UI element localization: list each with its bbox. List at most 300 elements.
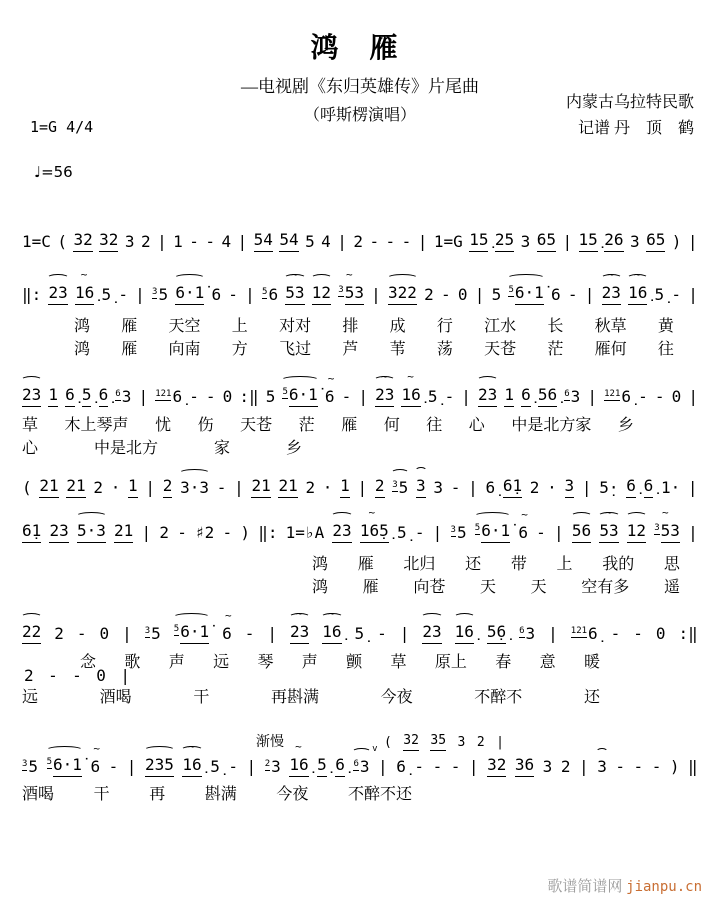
- lyric-syllable: 雁: [362, 579, 379, 596]
- grace-note: 3: [145, 626, 150, 638]
- music-token: -: [671, 285, 682, 304]
- mordent-mark: ~: [607, 268, 613, 281]
- music-token: -: [567, 285, 578, 304]
- lyric-syllable: 雁: [121, 341, 138, 358]
- music-token: 5̣·: [599, 478, 619, 497]
- music-token: 2: [353, 232, 363, 251]
- music-token: 322: [388, 283, 417, 305]
- music-token: |: [237, 232, 248, 251]
- music-token: -: [638, 387, 648, 406]
- music-token: 35: [144, 623, 161, 643]
- lyric-syllable: 歌: [124, 654, 141, 671]
- lyric-syllable: 念: [80, 654, 97, 671]
- mordent-mark: ~: [225, 609, 231, 622]
- lyric-syllable: 暖: [583, 654, 600, 671]
- lyric-syllable: 琴: [257, 654, 274, 671]
- music-token: 6 ~: [222, 609, 232, 643]
- music-token: 3: [629, 232, 640, 251]
- music-token: 6 ~: [518, 508, 528, 542]
- lyric-syllable: 乡: [285, 440, 302, 457]
- music-token: |: [474, 285, 485, 304]
- lyric-syllable: 秋草: [594, 318, 627, 335]
- music-token: -: [450, 478, 461, 497]
- source-credit: 内蒙古乌拉特民歌: [565, 94, 694, 111]
- music-token: 5̣: [101, 285, 112, 304]
- lyric-syllable: 雁: [341, 417, 358, 434]
- mordent-mark: ~: [80, 268, 87, 281]
- music-token: 6: [211, 285, 222, 304]
- music-token: 1: [128, 476, 138, 498]
- music-token: -: [177, 523, 187, 542]
- slur-arc: [174, 274, 205, 282]
- music-token: -: [450, 757, 461, 776]
- lyric-syllable: 北归: [403, 556, 436, 573]
- slur-arc: [571, 512, 592, 520]
- music-token: |: [468, 757, 479, 776]
- music-token: 0: [457, 285, 468, 304]
- lyric-syllable: 茫: [298, 417, 315, 434]
- mordent-mark: ~: [368, 506, 375, 519]
- music-token: |: [688, 285, 698, 304]
- lyric-syllable: 酒喝: [22, 786, 55, 803]
- lyric-syllable: 带: [510, 556, 527, 573]
- lyric-syllable: 向南: [168, 341, 201, 358]
- slur-arc: [331, 512, 352, 520]
- music-token: -: [633, 624, 643, 643]
- slur-arc: [21, 613, 42, 621]
- grace-note: 6: [353, 759, 358, 771]
- music-token: 16̣ ~: [182, 755, 201, 777]
- grace-note: 6: [564, 389, 569, 401]
- mordent-mark: ~: [295, 607, 302, 620]
- verse1-line1-music: [22, 268, 698, 305]
- music-token: 21: [39, 476, 58, 498]
- music-token: 3: [416, 476, 426, 498]
- slur-arc: [454, 613, 475, 621]
- slur-arc: [144, 746, 175, 754]
- music-token: |: [267, 624, 277, 643]
- lyric-syllable: 鸿: [74, 341, 91, 358]
- music-token: 12: [312, 283, 331, 305]
- music-token: 2: [93, 478, 103, 497]
- music-token: 16̣ ~: [75, 283, 94, 305]
- slur-arc: [474, 512, 511, 520]
- lyric-syllable: 再: [149, 786, 166, 803]
- music-token: -: [205, 387, 216, 406]
- music-token: |: [141, 523, 152, 542]
- music-token: -: [369, 232, 380, 251]
- music-token: 0: [222, 387, 233, 406]
- music-token: 23: [478, 385, 497, 407]
- music-token: 6̣: [99, 385, 109, 407]
- music-token: |: [688, 523, 698, 542]
- music-token: 21: [278, 476, 297, 498]
- music-token: -: [610, 624, 621, 643]
- music-token: 15̣: [579, 230, 598, 252]
- music-token: 36: [515, 755, 534, 777]
- lyric-syllable: 天: [479, 579, 496, 596]
- lyric-syllable: 心: [468, 417, 485, 434]
- music-token: 1=♭A: [285, 523, 325, 542]
- mordent-mark: ~: [407, 370, 413, 383]
- music-token: 3: [433, 478, 444, 497]
- lyric-syllable: 颤: [346, 654, 363, 671]
- music-token: 21: [251, 476, 270, 498]
- music-token: |: [548, 624, 558, 643]
- music-token: 22: [22, 622, 41, 644]
- music-token: 56̣: [538, 385, 557, 407]
- music-token: 1216̣: [570, 623, 598, 643]
- music-token: 1·: [660, 478, 681, 497]
- music-token: -: [222, 523, 233, 542]
- lyric-syllable: 酒喝: [99, 689, 132, 706]
- music-token: 0: [96, 666, 106, 685]
- song-subtitle: —电视剧《东归英雄传》片尾曲: [241, 77, 479, 96]
- lyric-syllable: 天苍: [240, 417, 273, 434]
- music-token: |: [587, 387, 598, 406]
- music-token: 35: [392, 478, 408, 498]
- lyric-syllable: 天: [530, 579, 547, 596]
- lyric-syllable: 往: [657, 341, 674, 358]
- music-token: 23 ~: [602, 283, 621, 305]
- lyric-syllable: 成: [389, 318, 406, 335]
- lyric-syllable: 木上琴声: [64, 417, 129, 434]
- music-token: 2: [305, 478, 316, 497]
- lyric-syllable: 天苍: [484, 341, 517, 358]
- grace-note: 121: [604, 389, 620, 401]
- music-token: 35: [450, 522, 467, 542]
- lyric-syllable: 伤: [197, 417, 214, 434]
- music-token: 353 ~: [654, 521, 680, 543]
- music-token: 4: [221, 232, 232, 251]
- slur-arc: [76, 512, 107, 520]
- music-token: 32: [99, 230, 118, 252]
- music-token: 2: [24, 666, 34, 685]
- music-token: -: [189, 387, 199, 406]
- credits-block: [566, 90, 694, 142]
- music-token: 5: [265, 387, 276, 406]
- music-token: 5: [305, 232, 315, 251]
- music-token: -: [228, 285, 238, 304]
- music-token: |: [122, 624, 132, 643]
- music-token: -: [633, 757, 644, 776]
- lyric-syllable: 声: [301, 654, 318, 671]
- watermark-site-url: jianpu.cn: [626, 879, 702, 895]
- lyric-syllable: 上: [231, 318, 248, 335]
- lyric-syllable: 原上: [434, 654, 467, 671]
- music-token: 4: [321, 232, 331, 251]
- music-token: 1: [48, 385, 58, 407]
- music-token: 3: [124, 232, 135, 251]
- music-token: -: [444, 387, 455, 406]
- lyric-syllable: 还: [465, 556, 482, 573]
- mordent-mark: ~: [291, 268, 297, 281]
- music-token: (: [384, 735, 392, 750]
- music-token: :‖: [239, 387, 259, 406]
- slur-arc: [352, 748, 370, 756]
- verse2-line2-lyric-a: [80, 649, 600, 672]
- music-token: (: [22, 478, 32, 497]
- music-token: 1: [173, 232, 183, 251]
- music-token: 16̣ ~: [322, 622, 341, 644]
- lyric-syllable: 还: [583, 689, 600, 706]
- music-token: 56·1̇: [282, 385, 317, 407]
- music-token: 16̣ ~: [628, 283, 647, 305]
- music-token: ): [669, 757, 680, 776]
- verse2-line1-lyric-b: [312, 574, 680, 597]
- music-token: 6 ~: [90, 742, 101, 776]
- music-token: |: [358, 387, 369, 406]
- lyric-syllable: 声: [168, 654, 185, 671]
- mordent-mark: ~: [521, 508, 527, 521]
- music-token: 21: [66, 476, 85, 498]
- mordent-mark: ~: [380, 370, 387, 383]
- music-token: 16̣ ~: [289, 755, 308, 777]
- music-token: -: [441, 285, 451, 304]
- music-token: ‖:: [258, 523, 278, 542]
- music-token: 5̣: [654, 285, 665, 304]
- lyric-syllable: 远: [22, 689, 39, 706]
- music-token: 2: [424, 285, 434, 304]
- music-token: 1=C: [22, 232, 51, 251]
- slur-arc: [421, 613, 442, 621]
- music-token: -: [244, 624, 255, 643]
- music-token: ‖:: [22, 285, 42, 304]
- lyric-syllable: 飞过: [279, 341, 312, 358]
- lyric-syllable: 干: [193, 689, 210, 706]
- music-token: -: [432, 757, 443, 776]
- music-token: 56·1̇: [47, 755, 82, 777]
- music-token: 6: [551, 285, 561, 304]
- lyric-syllable: 向苍: [413, 579, 446, 596]
- music-token: -: [72, 666, 82, 685]
- music-token: 35: [22, 756, 39, 776]
- music-token: 5̣: [210, 757, 220, 776]
- music-token: ‖: [688, 757, 698, 776]
- music-token: 3: [565, 476, 575, 498]
- grace-note: 5: [262, 287, 267, 299]
- verse1-line2-lyric-a: [22, 412, 634, 435]
- music-token: 32: [73, 230, 92, 252]
- lyric-syllable: 空有多: [581, 579, 630, 596]
- lyric-syllable: 雁: [121, 318, 138, 335]
- music-token: 32: [403, 733, 419, 751]
- verse1-line2-music: [22, 370, 698, 407]
- tempo-marking: ♩=56: [34, 163, 73, 181]
- music-token: 0: [671, 387, 682, 406]
- music-token: |: [687, 232, 698, 251]
- music-token: 2: [54, 624, 64, 643]
- lyric-syllable: 荡: [436, 341, 453, 358]
- music-token: 23: [422, 622, 441, 644]
- coda-paren-fill: [384, 733, 504, 751]
- second-voice-fill: [24, 666, 130, 686]
- music-token: 23 ~: [375, 385, 394, 407]
- music-token: |: [496, 735, 504, 750]
- music-token: |: [688, 387, 698, 406]
- lyric-syllable: 排: [342, 318, 359, 335]
- verse2-line2-music: [22, 607, 698, 644]
- tempo-change-label: 渐慢: [256, 735, 284, 750]
- lyric-syllable: 雁何: [594, 341, 627, 358]
- music-token: |: [687, 478, 698, 497]
- lyric-syllable: 不醉不还: [347, 786, 412, 803]
- lyric-syllable: 心: [22, 440, 39, 457]
- slur-arc: [626, 512, 647, 520]
- lyric-syllable: 何: [383, 417, 400, 434]
- grace-note: 3: [654, 523, 659, 535]
- music-token: 6̣1: [22, 521, 41, 543]
- music-token: 1: [340, 476, 350, 498]
- music-token: -: [377, 624, 387, 643]
- music-token: |: [337, 232, 347, 251]
- music-token: 16̣: [455, 622, 474, 644]
- music-token: |: [135, 285, 145, 304]
- music-token: -: [216, 478, 227, 497]
- lyric-syllable: 上: [556, 556, 573, 573]
- lyric-syllable: 斟满: [204, 786, 237, 803]
- music-token: 3: [542, 757, 553, 776]
- music-token: |: [399, 624, 410, 643]
- music-token: -: [536, 523, 546, 542]
- music-token: 53 ~: [285, 283, 304, 305]
- key-time-signature: 1=G 4/4: [30, 118, 94, 136]
- music-token: |: [357, 478, 368, 497]
- lyric-syllable: 家: [213, 440, 230, 457]
- music-token: 54: [254, 230, 273, 252]
- lyric-syllable: 草: [390, 654, 407, 671]
- music-token: 65: [537, 230, 556, 252]
- music-token: |: [138, 387, 149, 406]
- music-token: 2: [163, 476, 173, 498]
- lyric-syllable: 对对: [279, 318, 312, 335]
- lyric-syllable: 春: [495, 654, 512, 671]
- grace-note: 5: [174, 624, 179, 636]
- music-token: -: [414, 757, 425, 776]
- music-token: 6̣: [65, 385, 75, 407]
- lyric-syllable: 再斟满: [270, 689, 319, 706]
- music-token: |: [145, 478, 156, 497]
- music-token: 5̣: [396, 523, 407, 542]
- music-token: ♯2: [195, 523, 215, 542]
- grace-note: 5: [47, 757, 52, 769]
- mordent-mark: ~: [188, 740, 194, 753]
- music-token: 53 ~: [599, 521, 618, 543]
- mordent-mark: ~: [93, 742, 99, 755]
- grace-note: 3: [152, 287, 157, 299]
- music-token: -: [651, 757, 662, 776]
- grace-note: 3: [451, 525, 456, 537]
- verse2-line2-lyric-b: [22, 684, 600, 707]
- music-token: 2: [159, 523, 169, 542]
- music-token: 6̣: [521, 385, 531, 407]
- music-token: ·: [547, 478, 557, 497]
- breath-mark: v: [372, 743, 378, 754]
- music-token: 6̣: [485, 478, 496, 497]
- music-token: 1: [504, 385, 514, 407]
- music-token: -: [228, 757, 239, 776]
- music-token: 56·1̇: [475, 521, 510, 543]
- slur-arc: [415, 467, 427, 475]
- music-token: -: [615, 757, 625, 776]
- slur-arc: [391, 469, 409, 477]
- lyric-syllable: 忧: [155, 417, 172, 434]
- music-token: -: [341, 387, 352, 406]
- music-token: 23: [49, 521, 68, 543]
- music-token: 5̣: [427, 387, 438, 406]
- music-token: 23: [22, 385, 41, 407]
- music-token: 353 ~: [338, 283, 364, 305]
- music-token: 16̣ ~: [401, 385, 420, 407]
- lyric-syllable: 苇: [389, 341, 406, 358]
- transcriber-credit: 记谱 丹 顶 鹤: [577, 120, 694, 137]
- music-token: 35: [430, 733, 446, 751]
- verse1-line1-lyric-b: [74, 336, 674, 359]
- music-token: |: [432, 523, 443, 542]
- mordent-mark: ~: [661, 506, 668, 519]
- verse1-line1-lyric-a: [74, 313, 674, 336]
- music-token: |: [579, 757, 589, 776]
- music-token: ·: [110, 478, 121, 497]
- music-token: |: [371, 285, 381, 304]
- music-token: 23 ~: [290, 622, 309, 644]
- music-token: |: [120, 666, 130, 685]
- lyric-syllable: 行: [436, 318, 453, 335]
- music-token: -: [118, 285, 128, 304]
- mordent-mark: ~: [605, 506, 611, 519]
- music-token: 63: [519, 623, 536, 643]
- music-token: 3: [597, 757, 607, 777]
- music-token: 2: [375, 476, 385, 498]
- music-token: 12: [627, 521, 646, 543]
- lyric-syllable: 黄: [657, 318, 674, 335]
- slur-arc: [179, 469, 210, 477]
- music-token: 1=G: [433, 232, 463, 251]
- music-token: 5̣: [354, 624, 365, 643]
- music-token: 2: [529, 478, 540, 497]
- grace-note: 121: [155, 389, 171, 401]
- music-token: 5̣: [82, 385, 92, 407]
- verse2-line1-lyric-a: [312, 551, 680, 574]
- lyric-syllable: 思: [663, 556, 680, 573]
- music-token: -: [205, 232, 215, 251]
- music-token: (: [57, 232, 67, 251]
- music-token: -: [189, 232, 199, 251]
- music-token: 54: [279, 230, 298, 252]
- lyric-syllable: 今夜: [276, 786, 309, 803]
- music-token: 25: [495, 230, 514, 252]
- music-token: 0: [99, 624, 110, 643]
- music-token: ): [240, 523, 250, 542]
- music-token: 5̣6̣: [487, 622, 506, 644]
- music-token: -: [385, 232, 396, 251]
- grace-note: 5: [508, 285, 513, 297]
- grace-note: 3: [22, 759, 27, 771]
- lyric-syllable: 中是北方家: [511, 417, 592, 434]
- music-token: 0: [655, 624, 666, 643]
- lyric-syllable: 方: [231, 341, 248, 358]
- music-token: 6̣: [335, 755, 345, 777]
- lyric-syllable: 中是北方: [93, 440, 158, 457]
- lyric-syllable: 鸿: [312, 556, 329, 573]
- music-token: |: [234, 478, 244, 497]
- lyric-syllable: 遥: [663, 579, 680, 596]
- music-token: 23: [48, 283, 67, 305]
- music-token: 26: [604, 230, 623, 252]
- lyric-syllable: 天空: [168, 318, 201, 335]
- music-token: -: [654, 387, 665, 406]
- music-token: 16̣5̣ ~: [360, 521, 389, 543]
